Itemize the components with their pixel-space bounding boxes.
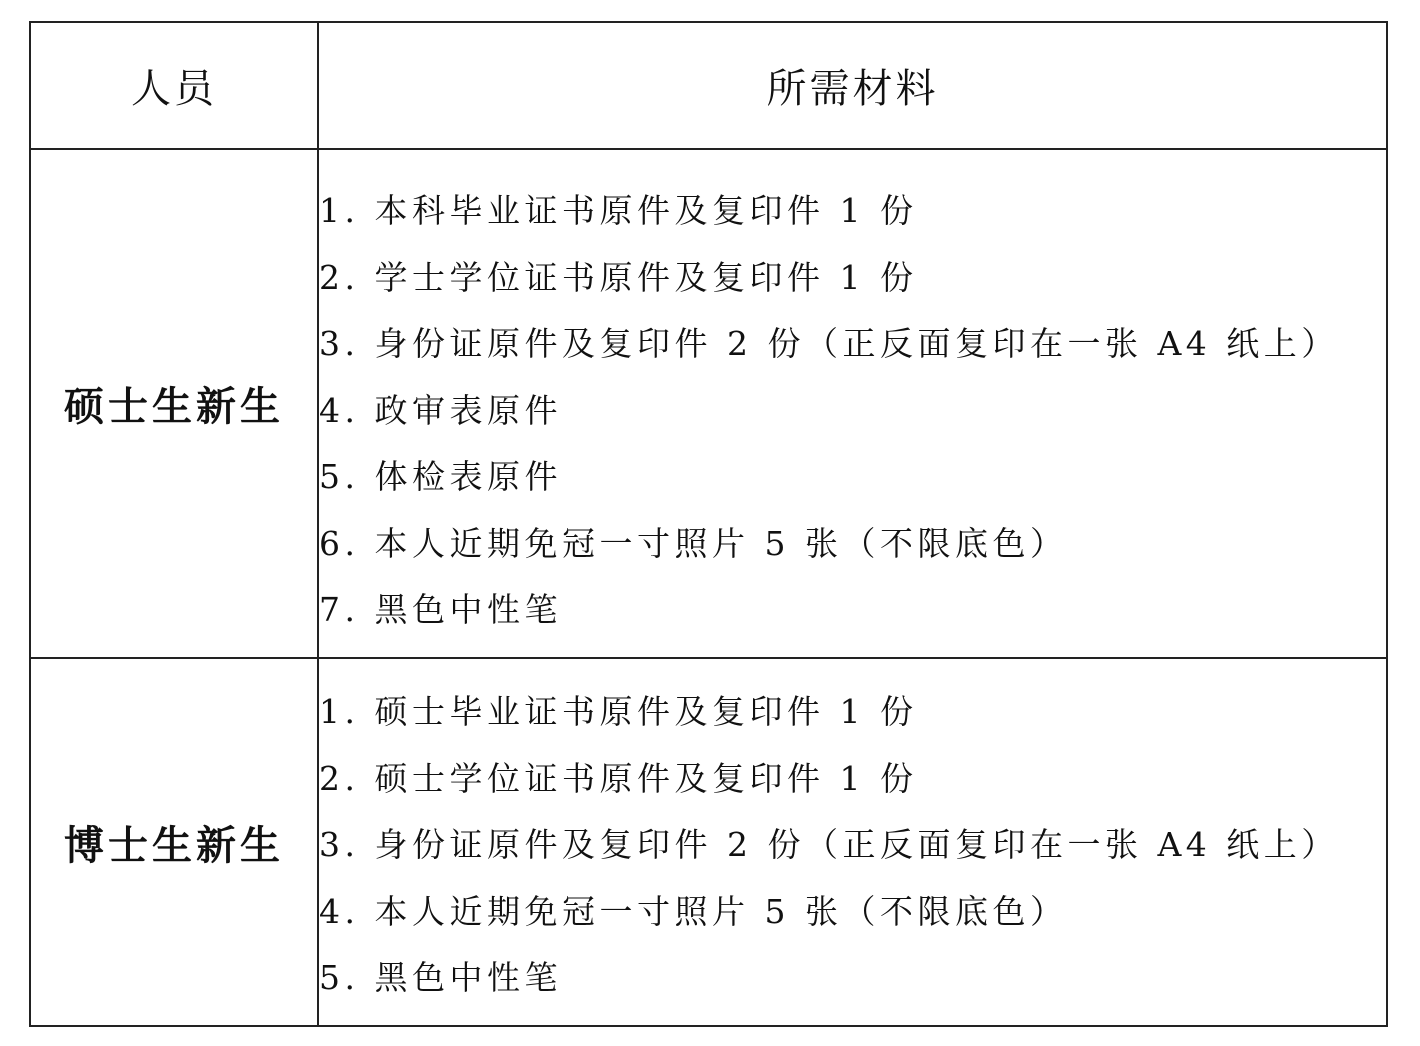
person-cell-master: 硕士生新生 <box>30 149 318 658</box>
list-item: 2. 硕士学位证书原件及复印件 1 份 <box>319 758 918 798</box>
list-item: 1. 本科毕业证书原件及复印件 1 份 <box>319 191 918 230</box>
list-item: 4. 本人近期免冠一寸照片 5 张（不限底色） <box>319 891 1068 931</box>
person-cell-phd: 博士生新生 <box>30 658 318 1026</box>
materials-table <box>29 21 1388 1027</box>
materials-list-phd <box>319 659 1386 1012</box>
materials-cell-phd <box>318 658 1387 1026</box>
list-item: 3. 身份证原件及复印件 2 份（正反面复印在一张 A4 纸上） <box>319 825 1339 864</box>
materials-list-master <box>319 150 1386 644</box>
materials-cell-master <box>318 149 1387 658</box>
table-row-phd <box>30 658 1387 1026</box>
list-item: 2. 学士学位证书原件及复印件 1 份 <box>319 257 918 297</box>
table-header-row <box>30 22 1387 149</box>
header-person: 人员 <box>30 22 318 149</box>
list-item: 3. 身份证原件及复印件 2 份（正反面复印在一张 A4 纸上） <box>319 324 1339 363</box>
table-row-master <box>30 149 1387 658</box>
header-materials: 所需材料 <box>318 22 1387 149</box>
list-item: 4. 政审表原件 <box>319 390 562 430</box>
list-item: 6. 本人近期免冠一寸照片 5 张（不限底色） <box>319 523 1068 563</box>
list-item: 1. 硕士毕业证书原件及复印件 1 份 <box>319 692 918 731</box>
list-item: 5. 体检表原件 <box>319 457 562 496</box>
list-item: 5. 黑色中性笔 <box>319 958 562 997</box>
list-item: 7. 黑色中性笔 <box>319 590 562 629</box>
